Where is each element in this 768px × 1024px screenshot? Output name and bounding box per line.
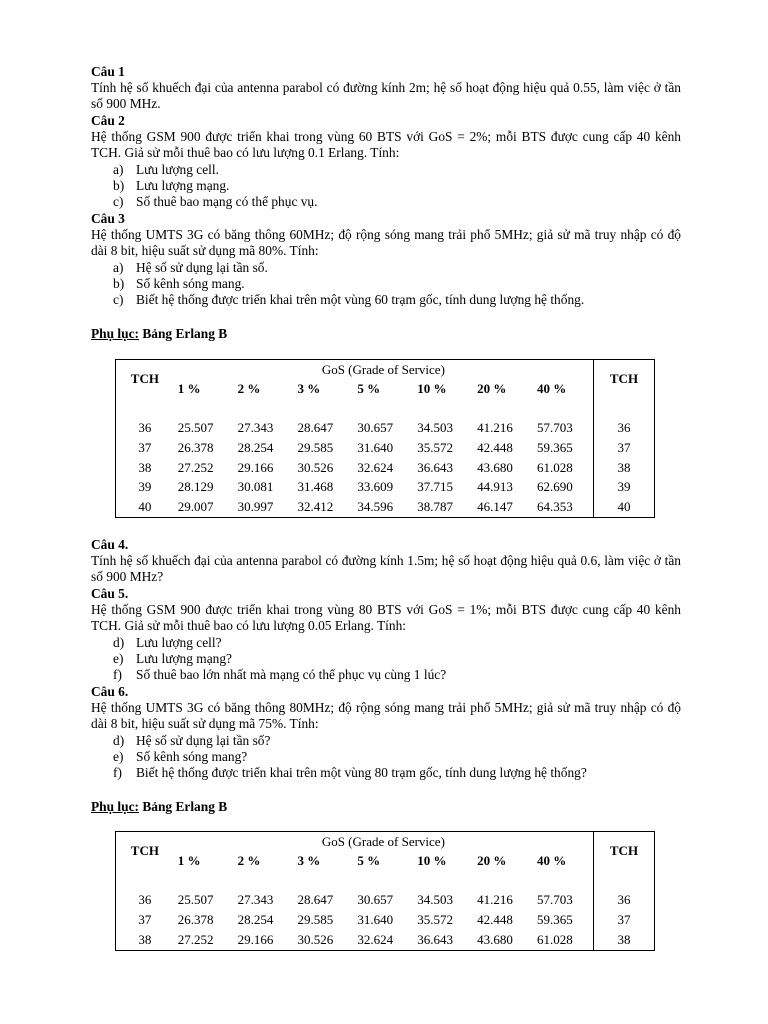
list-marker: f) xyxy=(113,667,122,683)
table-header-row xyxy=(116,380,655,400)
table-row xyxy=(116,458,655,478)
list-item xyxy=(91,276,681,292)
appendix-title: Bảng Erlang B xyxy=(139,326,228,341)
table-cell: 30.526 xyxy=(297,931,334,947)
tch-cell: 36 xyxy=(138,892,152,908)
list-item-text: Lưu lượng mạng. xyxy=(136,177,230,193)
list-marker: e) xyxy=(113,650,124,666)
table-cell: 32.412 xyxy=(297,498,334,514)
table-row xyxy=(116,930,655,950)
tch-cell: 37 xyxy=(593,910,654,930)
table-cell: 36.643 xyxy=(417,459,454,475)
question-3 xyxy=(91,211,681,308)
list-marker: e) xyxy=(113,748,124,764)
question-text: Hệ thống GSM 900 được triển khai trong vùng 60 BTS với GoS = 2%; mỗi BTS được cung cấp 40 kênh TCH. Giả sử mỗi thuê bao có lưu lượng 0.1 Erlang. Tính: xyxy=(91,129,681,161)
tch-cell: 36 xyxy=(138,420,152,436)
question-1 xyxy=(91,64,681,113)
spacer-row xyxy=(116,399,655,419)
table-cell: 62.690 xyxy=(537,479,573,495)
table-cell: 59.365 xyxy=(537,912,573,928)
table-row xyxy=(116,438,655,458)
column-header: 3 % xyxy=(297,381,321,397)
tch-cell: 38 xyxy=(138,459,152,475)
table-cell: 35.572 xyxy=(417,912,454,928)
list-marker: c) xyxy=(113,194,124,210)
table-cell: 34.596 xyxy=(357,498,394,514)
tch-cell: 39 xyxy=(593,478,654,498)
table-cell: 30.526 xyxy=(297,459,334,475)
table-cell: 30.657 xyxy=(357,892,394,908)
table-cell: 44.913 xyxy=(477,479,513,495)
list-marker: b) xyxy=(113,177,125,193)
tch-header-left: TCH xyxy=(130,843,159,859)
list-marker: f) xyxy=(113,765,122,781)
tch-cell: 40 xyxy=(138,498,152,514)
list-item xyxy=(91,194,681,210)
question-5 xyxy=(91,586,681,683)
question-title: Câu 4. xyxy=(91,537,129,552)
table-cell: 43.680 xyxy=(477,459,513,475)
list-marker: c) xyxy=(113,292,124,308)
list-item xyxy=(91,292,681,308)
question-text: Tính hệ số khuếch đại của antenna parabol có đường kính 2m; hệ số hoạt động hiệu quả 0.55, làm việc ở tần số 900 MHz. xyxy=(91,80,681,112)
list-item-text: Số kênh sóng mang? xyxy=(136,748,248,764)
table-header-row xyxy=(116,852,655,872)
table-cell: 46.147 xyxy=(477,498,513,514)
column-header: 20 % xyxy=(477,381,507,397)
list-item-text: Số thuê bao lớn nhất mà mạng có thể phục vụ cùng 1 lúc? xyxy=(136,667,447,683)
appendix-title: Bảng Erlang B xyxy=(139,799,228,814)
list-item xyxy=(91,162,681,178)
table-cell: 29.585 xyxy=(297,912,334,928)
table-cell: 42.448 xyxy=(477,440,513,456)
tch-header-right: TCH xyxy=(593,832,654,872)
table-cell: 31.640 xyxy=(357,440,394,456)
table-cell: 28.647 xyxy=(297,892,334,908)
question-text: Hệ thống GSM 900 được triển khai trong vùng 80 BTS với GoS = 1%; mỗi BTS được cung cấp 40 kênh TCH. Giả sử mỗi thuê bao có lưu lượng 0.05 Erlang. Tính: xyxy=(91,602,681,634)
list-marker: b) xyxy=(113,275,125,291)
list-item-text: Số thuê bao mạng có thể phục vụ. xyxy=(136,194,318,210)
question-6 xyxy=(91,684,681,781)
table-cell: 35.572 xyxy=(417,440,454,456)
tch-cell: 38 xyxy=(138,931,152,947)
sub-question-list xyxy=(91,635,681,684)
tch-cell: 37 xyxy=(138,912,152,928)
table-cell: 43.680 xyxy=(477,931,513,947)
list-marker: a) xyxy=(113,259,124,275)
list-item-text: Hệ số sử dụng lại tần số. xyxy=(136,259,268,275)
appendix-prefix: Phụ lục: xyxy=(91,326,139,341)
question-text: Hệ thống UMTS 3G có băng thông 80MHz; độ rộng sóng mang trải phổ 5MHz; giả sử mã truy nhập có độ dài 8 bit, hiệu suất sử dụng mã 75%. Tính: xyxy=(91,700,681,732)
list-item-text: Biết hệ thống được triển khai trên một vùng 60 trạm gốc, tính dung lượng hệ thống. xyxy=(136,292,585,308)
question-text: Tính hệ số khuếch đại của antenna parabol có đường kính 1.5m; hệ số hoạt động hiệu quả 0.6, làm việc ở tần số 900 MHz? xyxy=(91,553,681,585)
table-cell: 26.378 xyxy=(177,912,214,928)
list-item xyxy=(91,749,681,765)
spacer-row xyxy=(116,871,655,891)
table-cell: 30.657 xyxy=(357,420,394,436)
appendix-heading xyxy=(91,326,681,342)
table-row xyxy=(116,497,655,517)
column-header: 5 % xyxy=(357,853,381,869)
tch-cell: 38 xyxy=(593,458,654,478)
tch-cell: 39 xyxy=(138,479,152,495)
tch-cell: 36 xyxy=(593,419,654,439)
table-cell: 42.448 xyxy=(477,912,513,928)
list-item xyxy=(91,178,681,194)
table-cell: 28.254 xyxy=(237,912,274,928)
tch-header-left: TCH xyxy=(130,371,159,387)
table-cell: 57.703 xyxy=(537,892,573,908)
question-title: Câu 3 xyxy=(91,211,125,226)
table-cell: 41.216 xyxy=(477,892,513,908)
table-cell: 41.216 xyxy=(477,420,513,436)
tch-cell: 40 xyxy=(593,497,654,517)
list-item-text: Lưu lượng cell. xyxy=(136,161,219,177)
question-title: Câu 5. xyxy=(91,586,129,601)
list-marker: d) xyxy=(113,634,125,650)
table-row xyxy=(116,419,655,439)
list-item-text: Lưu lượng mạng? xyxy=(136,650,232,666)
table-cell: 31.640 xyxy=(357,912,394,928)
column-header: 1 % xyxy=(177,853,201,869)
list-item xyxy=(91,635,681,651)
table-cell: 33.609 xyxy=(357,479,394,495)
list-item xyxy=(91,667,681,683)
column-header: 5 % xyxy=(357,381,381,397)
question-title: Câu 6. xyxy=(91,684,129,699)
list-item xyxy=(91,765,681,781)
table-cell: 29.007 xyxy=(177,498,214,514)
table-cell: 29.166 xyxy=(237,459,274,475)
table-row xyxy=(116,478,655,498)
table-cell: 29.166 xyxy=(237,931,274,947)
table-cell: 27.252 xyxy=(177,459,214,475)
tch-cell: 37 xyxy=(138,440,152,456)
question-2 xyxy=(91,113,681,210)
erlang-b-table-1 xyxy=(115,359,655,518)
table-cell: 64.353 xyxy=(537,498,573,514)
table-cell: 28.254 xyxy=(237,440,274,456)
list-item-text: Biết hệ thống được triển khai trên một vùng 80 trạm gốc, tính dung lượng hệ thống? xyxy=(136,765,587,781)
tch-cell: 36 xyxy=(593,891,654,911)
table-cell: 25.507 xyxy=(177,420,214,436)
table-cell: 59.365 xyxy=(537,440,573,456)
gos-title: GoS (Grade of Service) xyxy=(321,361,445,377)
list-item-text: Số kênh sóng mang. xyxy=(136,275,245,291)
table-cell: 27.343 xyxy=(237,892,274,908)
erlang-b-table-2 xyxy=(115,831,655,951)
table-cell: 32.624 xyxy=(357,931,394,947)
list-item xyxy=(91,651,681,667)
appendix-heading xyxy=(91,799,681,815)
list-marker: a) xyxy=(113,161,124,177)
column-header: 40 % xyxy=(537,381,567,397)
table-cell: 31.468 xyxy=(297,479,334,495)
table-cell: 61.028 xyxy=(537,459,573,475)
table-cell: 30.997 xyxy=(237,498,274,514)
table-header-row xyxy=(116,832,655,852)
tch-header-right: TCH xyxy=(593,360,654,400)
appendix-prefix: Phụ lục: xyxy=(91,799,139,814)
table-cell: 61.028 xyxy=(537,931,573,947)
column-header: 2 % xyxy=(237,853,261,869)
table-cell: 27.343 xyxy=(237,420,274,436)
column-header: 10 % xyxy=(417,853,447,869)
table-cell: 57.703 xyxy=(537,420,573,436)
question-text: Hệ thống UMTS 3G có băng thông 60MHz; độ rộng sóng mang trải phổ 5MHz; giả sử mã truy nhập có độ dài 8 bit, hiệu suất sử dụng mã 80%. Tính: xyxy=(91,227,681,259)
table-cell: 25.507 xyxy=(177,892,214,908)
gos-title: GoS (Grade of Service) xyxy=(321,833,445,849)
column-header: 2 % xyxy=(237,381,261,397)
column-header: 20 % xyxy=(477,853,507,869)
table-cell: 34.503 xyxy=(417,892,454,908)
table-cell: 38.787 xyxy=(417,498,454,514)
table-cell: 29.585 xyxy=(297,440,334,456)
table-cell: 36.643 xyxy=(417,931,454,947)
table-cell: 27.252 xyxy=(177,931,214,947)
list-item-text: Lưu lượng cell? xyxy=(136,634,222,650)
table-cell: 32.624 xyxy=(357,459,394,475)
table-cell: 34.503 xyxy=(417,420,454,436)
table-cell: 26.378 xyxy=(177,440,214,456)
question-title: Câu 1 xyxy=(91,64,125,79)
list-marker: d) xyxy=(113,732,125,748)
question-4 xyxy=(91,537,681,586)
sub-question-list xyxy=(91,162,681,211)
question-title: Câu 2 xyxy=(91,113,125,128)
sub-question-list xyxy=(91,733,681,782)
tch-cell: 37 xyxy=(593,438,654,458)
list-item xyxy=(91,260,681,276)
table-header-row xyxy=(116,360,655,380)
table-row xyxy=(116,891,655,911)
table-cell: 28.647 xyxy=(297,420,334,436)
table-cell: 28.129 xyxy=(177,479,214,495)
table-cell: 37.715 xyxy=(417,479,454,495)
sub-question-list xyxy=(91,260,681,309)
column-header: 3 % xyxy=(297,853,321,869)
list-item-text: Hệ số sử dụng lại tần số? xyxy=(136,732,271,748)
table-row xyxy=(116,910,655,930)
column-header: 40 % xyxy=(537,853,567,869)
column-header: 1 % xyxy=(177,381,201,397)
column-header: 10 % xyxy=(417,381,447,397)
table-cell: 30.081 xyxy=(237,479,274,495)
list-item xyxy=(91,733,681,749)
tch-cell: 38 xyxy=(593,930,654,950)
